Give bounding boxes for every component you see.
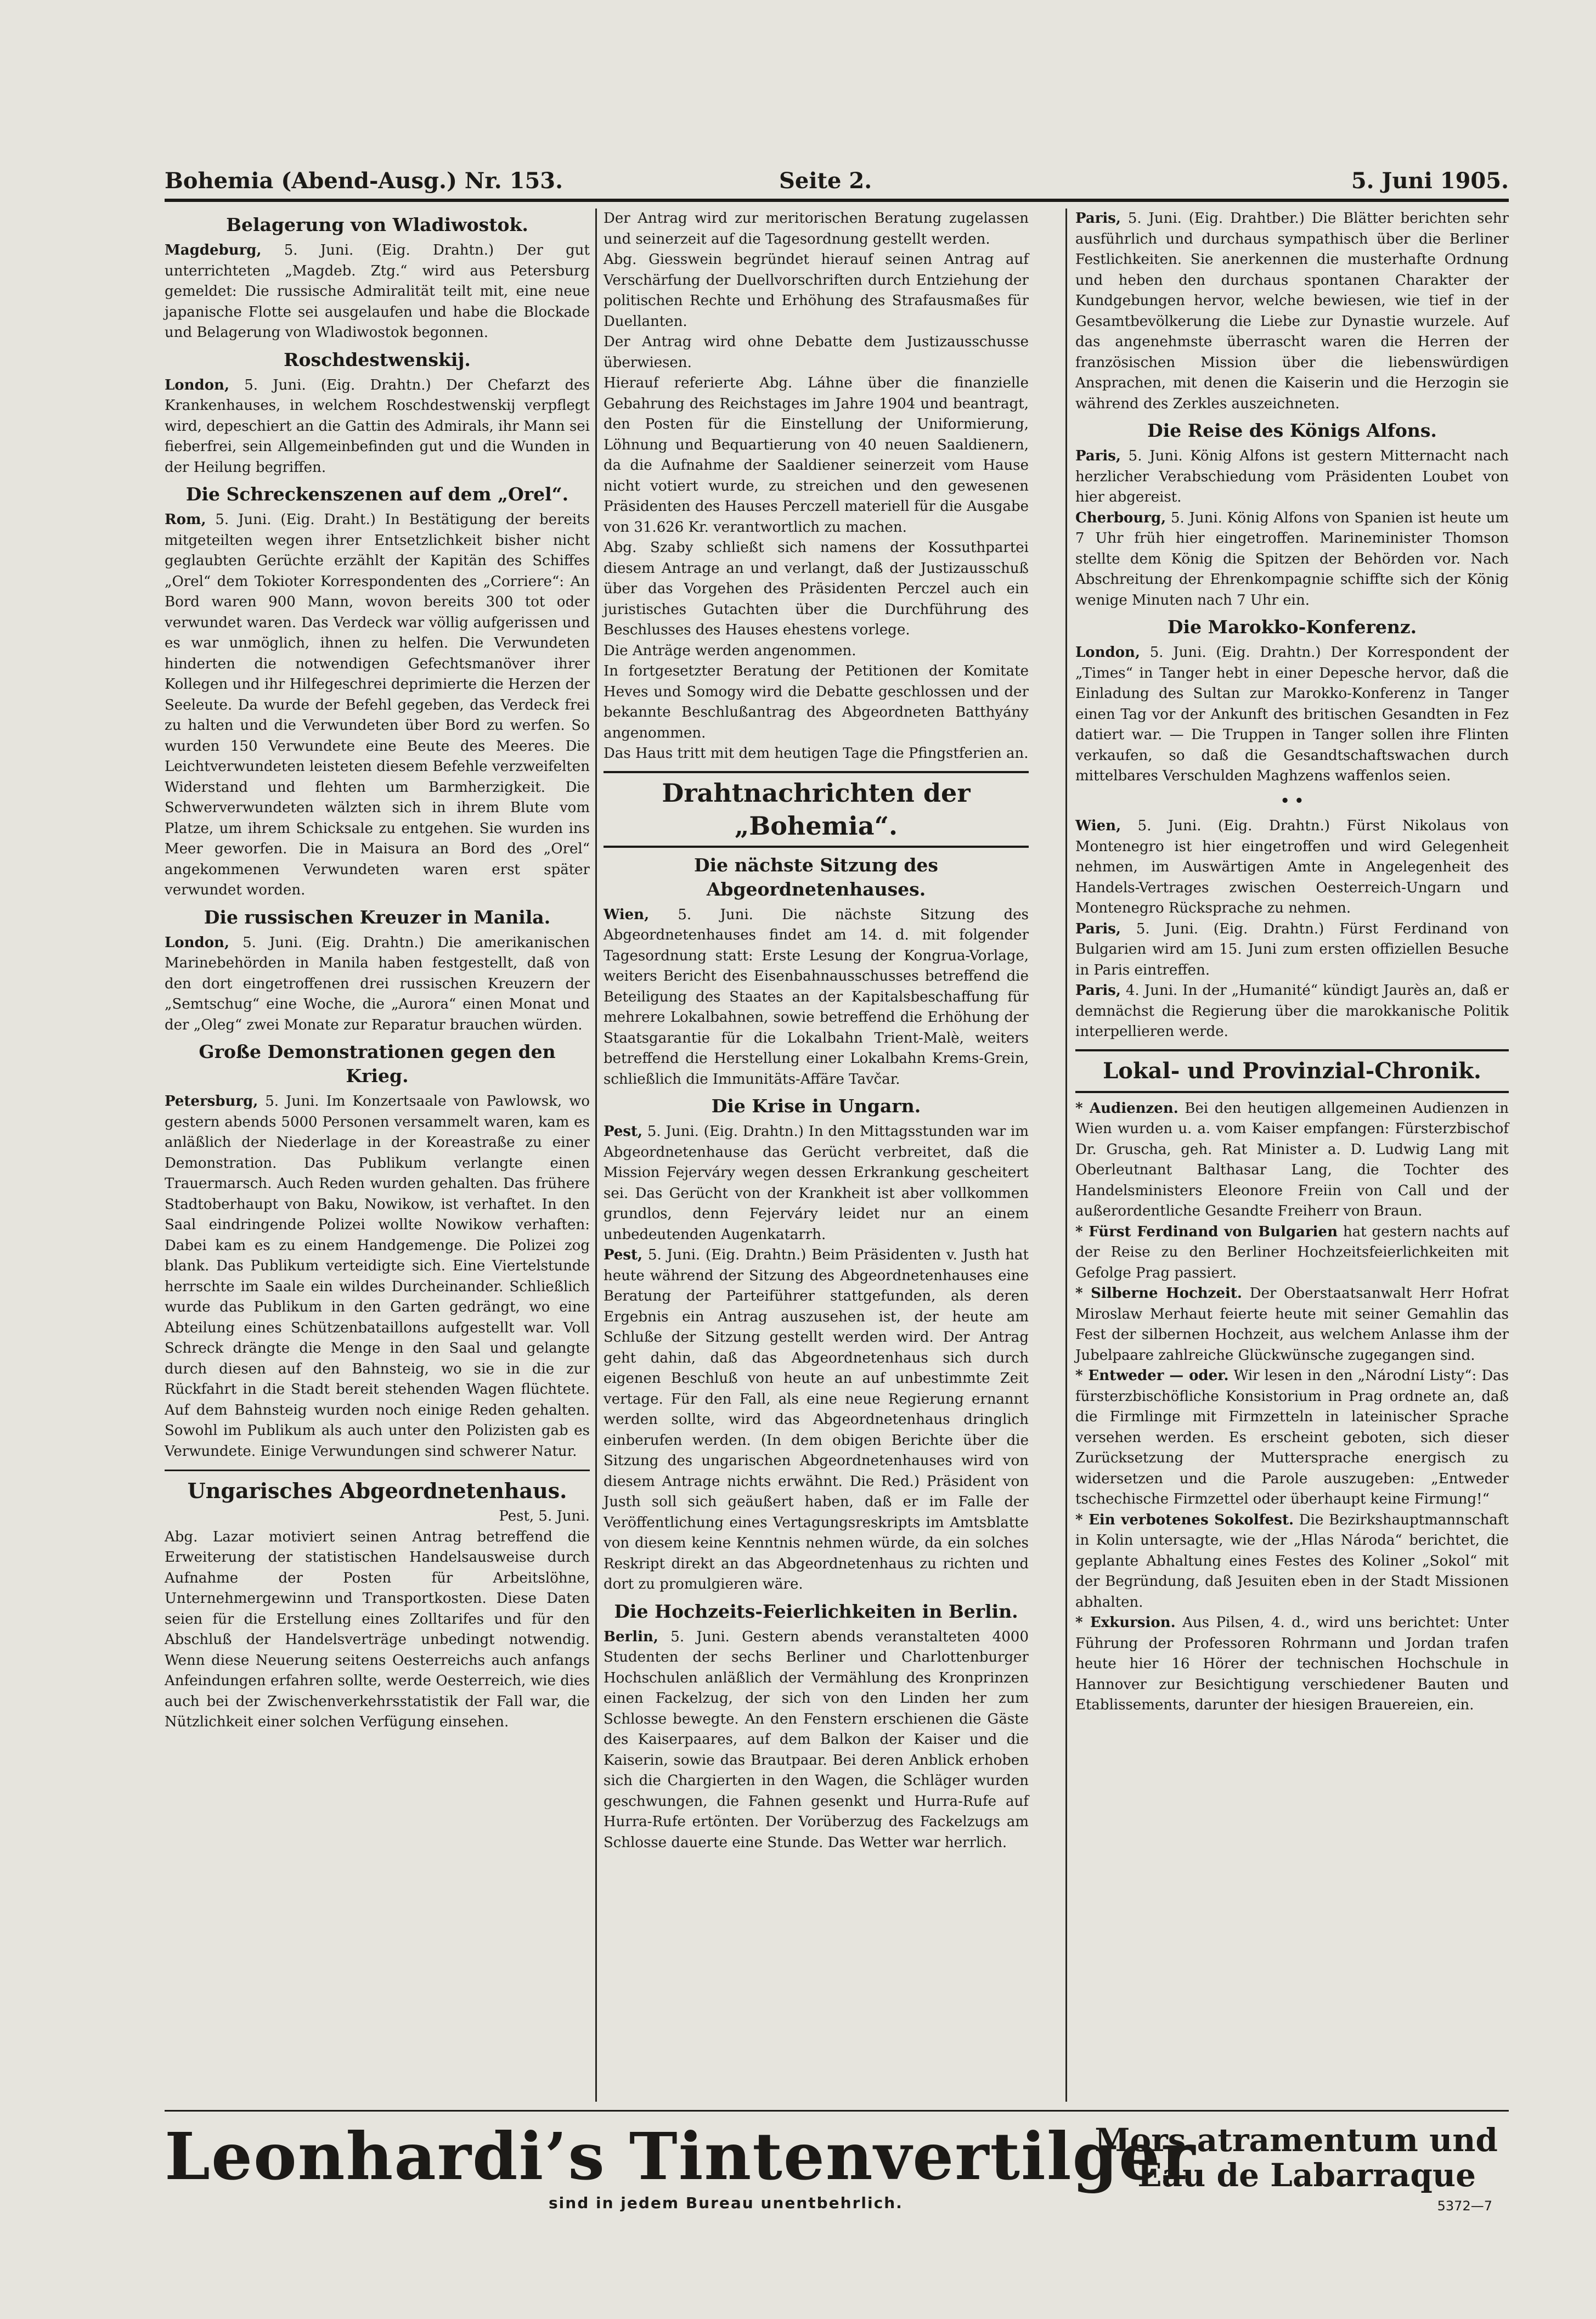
article-text: 5. Juni. Im Konzertsaale von Pawlowsk, wo gestern abends 5000 Personen versammelt waren, kam es anläßlich der Niederlage in der Koreastraße zu einer Demonstration. Das Publikum verlangte einen Trauermarsch. Auch Reden wurden gehalten. Das frühere Stadtoberhaupt von Baku, Nowikow, ist verhaftet. In den Saal eindringende Polizei wollte Nowikow verhaften: Dabei kam es zu einem Handgemenge. Die Polizei zog blank. Das Publikum verteidigte sich. Eine Viertelstunde herrschte im Saale ein wildes Durcheinander. Schließlich wurde das Publikum in den Garten gedrängt, wo eine Abteilung eines Schützenbataillons aufgestellt war. Voll Schreck drängte die Menge in den Saal und gelangte durch diesen auf den Bahnsteig, wo sie in die zur Rückfahrt in die Stadt bereit stehenden Wagen flüchtete. Auf dem Bahnsteig wurden noch einige Reden gehalten. Sowohl im Publikum als auch unter den Polizisten gab es Verwundete. Einige Verwundungen sind schwerer Natur. [165,1093,590,1460]
masthead-page-number: Seite 2. [779,168,872,194]
column-divider [1065,209,1067,2102]
article-body [1075,919,1509,981]
dateline-place: London, [165,934,230,951]
dateline-place: Wien, [1075,818,1121,834]
dateline-place: Paris, [1075,982,1121,999]
article-headline: Die russischen Kreuzer in Manila. [204,906,551,928]
item-title: * Ein verbotenes Sokolfest. [1075,1511,1294,1528]
column-divider [595,209,597,2102]
article-headline: Große Demonstrationen gegen den Krieg. [199,1041,556,1087]
article-body [165,510,590,901]
dateline-place: Wien, [604,906,650,923]
local-news-item [1075,1510,1509,1613]
article-body [604,1122,1029,1245]
page-content [165,165,1509,2217]
article-body [1075,209,1509,414]
column-2 [604,209,1029,1853]
item-title: * Entweder — oder. [1075,1367,1229,1384]
item-text: Wir lesen in den „Národní Listy“: Das fürsterzbischöfliche Konsistorium in Prag ordnete an, daß die Firmlinge mit Firmzetteln in lateinischer Sprache versehen werden. Es erscheint geboten, sich dieser Zurücksetzung der Muttersprache energisch zu widersetzen und die Parole auszugeben: „Entweder tschechische Firmzettel oder überhaupt keine Firmung!“ [1075,1367,1509,1507]
ad-subline: sind in jedem Bureau unentbehrlich. [549,2194,903,2212]
dateline-place: Cherbourg, [1075,509,1166,526]
separator-dots: • • [1280,792,1304,809]
item-title: * Audienzen. [1075,1100,1178,1117]
article-body [604,1245,1029,1595]
article-body [1075,981,1509,1043]
article-text: 5. Juni. (Eig. Drahtn.) Der Korrespondent der „Times“ in Tanger hebt in einer Depesche hervor, daß die Einladung des Sultan zur Marokko-Konferenz in Tanger einen Tag vor der Ankunft des britischen Gesandten in Fez datiert war. — Die Truppen in Tanger sollen ihre Flinten verkaufen, so daß die Gesandtschaftswachen durch mittelbares Verschulden Maghzens waffenlos seien. [1075,644,1509,784]
article-text: 5. Juni. (Eig. Drahtn.) Der Chefarzt des Krankenhauses, in welchem Roschdestwenskij verpflegt wird, depeschiert an die Gattin des Admirals, ihr Mann sei fieberfrei, sein Allgemeinbefinden gut und die Wunden in der Heilung begriffen. [165,376,590,476]
local-news-item [1075,1222,1509,1284]
article-body [1075,643,1509,787]
item-text: Aus Pilsen, 4. d., wird uns berichtet: Unter Führung der Professoren Rohrmann und Jordan trafen heute hier 16 Hörer der technischen Hochschule in Hannover zur Besichtigung verschiedener Bauten und Etablissements, darunter der hiesigen Brauereien, ein. [1075,1614,1509,1713]
item-title: * Silberne Hochzeit. [1075,1285,1242,1302]
article-body: Der Antrag wird zur meritorischen Beratung zugelassen und seinerzeit auf die Tagesordnung gestellt werden. [604,210,1029,247]
dateline-place: Magdeburg, [165,242,262,258]
article-text: 5. Juni. (Eig. Drahtn.) Der gut unterrichteten „Magdeb. Ztg.“ wird aus Petersburg gemeldet: Die russische Admiralität teilt mit, eine neue japanische Flotte sei ausgelaufen und habe die Blockade und Belagerung von Wladiwostok begonnen. [165,242,590,341]
dateline-place: London, [165,376,230,393]
masthead-rule [165,199,1509,202]
article-body [165,240,590,344]
local-news-item [1075,1613,1509,1716]
article-body: Abg. Giesswein begründet hierauf seinen Antrag auf Verschärfung der Duellvorschriften durch Entziehung der politischen Rechte und Erhöhung des Strafausmaßes für Duellanten. [604,251,1029,330]
dateline-place: Paris, [1075,448,1121,464]
article-headline: Die Marokko-Konferenz. [1167,616,1417,638]
item-text: Der Oberstaatsanwalt Herr Hofrat Miroslaw Merhaut feierte heute mit seiner Gemahlin das Fest der silbernen Hochzeit, aus welchem Anlasse ihm der Jubelpaare zahlreiche Glückwünsche zugegangen sind. [1075,1285,1509,1364]
masthead [165,165,1509,198]
dateline-place: Pest, [604,1123,643,1140]
article-text: 5. Juni. König Alfons ist gestern Mitternacht nach herzlicher Verabschiedung vom Präsidenten Loubet von hier abgereist. [1075,448,1509,505]
article-body [1075,816,1509,919]
article-headline: Die Schreckenszenen auf dem „Orel“. [185,483,569,505]
column-3 [1075,209,1509,1716]
ad-tagline: Mors atramentum und [1095,2121,1498,2159]
ad-tagline: Eau de Labarraque [1137,2157,1476,2194]
item-text: Bei den heutigen allgemeinen Audienzen in Wien wurden u. a. vom Kaiser empfangen: Fürsterzbischof Dr. Gruscha, geh. Rat Minister a. D. Ludwig Lang mit Oberleutnant Balthasar Lang, die Tochter des Handelsministers Eleonore Freiin von Call und der außerordentliche Gesandte Freiherr von Braun. [1075,1100,1509,1219]
article-body: Die Anträge werden angenommen. [604,642,856,659]
article-body: Abg. Szaby schließt sich namens der Kossuthpartei diesem Antrage an und verlangt, daß der Justizausschuß über das Vorgehen des Präsidenten Perczel auch ein juristisches Gutachten über die Durchführung des Beschlusses des Hauses ehestens vorlege. [604,539,1029,638]
advertisement [165,2110,1509,2221]
article-text: 5. Juni. König Alfons von Spanien ist heute um 7 Uhr früh hier eingetroffen. Marineminister Thomson stellte dem König die Spitzen der Behörden vor. Nach Abschreitung der Ehrenkompagnie schiffte sich der König wenige Minuten nach 7 Uhr ein. [1075,509,1509,609]
item-text: hat gestern nachts auf der Reise zu den Berliner Hochzeitsfeierlichkeiten mit Gefolge Prag passiert. [1075,1223,1509,1281]
local-news-item [1075,1284,1509,1366]
section-rule [165,1470,590,1471]
dateline-place: Paris, [1075,210,1121,227]
item-title: * Exkursion. [1075,1614,1176,1631]
article-body: Abg. Lazar motiviert seinen Antrag betreffend die Erweiterung der statistischen Handelsausweise durch Aufnahme der Posten für Arbeitslöhne, Unternehmergewinn und Transportkosten. Diese Daten seien für die Erstellung eines Zolltarifes und für den Abschluß der Handelsverträge unbedingt notwendig. Wenn diese Neuerung seitens Oesterreichs auch anfangs Anfeindungen erfahren sollte, werde Oesterreich, wie dies auch bei der Zwischenverkehrsstatistik der Fall war, die Nützlichkeit einer solchen Verfügung einsehen. [165,1528,590,1730]
article-body [604,905,1029,1090]
dateline-place: Pest, [604,1247,643,1263]
article-body: Der Antrag wird ohne Debatte dem Justizausschusse überwiesen. [604,334,1029,371]
dateline: Pest, 5. Juni. [499,1508,590,1524]
section-banner: Lokal- und Provinzial-Chronik. [1075,1049,1509,1093]
article-text: 5. Juni. (Eig. Drahtber.) Die Blätter berichten sehr ausführlich und durchaus sympathisch über die Berliner Festlichkeiten. Sie anerkennen die musterhafte Ordnung und heben den durchaus spontanen Charakter der Kundgebungen hervor, welche bewiesen, wie tief in der Gesamtbevölkerung die Liebe zur Dynastie wurzele. Auf das angenehmste überrascht waren die Herren der französischen Mission über die liebenswürdigen Ansprachen, mit denen die Kaiserin und die Herzogin sie während des Zerkles auszeichneten. [1075,210,1509,412]
article-body [1075,446,1509,508]
article-text: 5. Juni. Gestern abends veranstalteten 4000 Studenten der sechs Berliner und Charlottenburger Hochschulen anläßlich der Vermählung des Kronprinzen einen Fackelzug, der sich von den Linden her zum Schlosse bewegte. An den Fenstern erschienen die Gäste des Kaiserpaares, auf dem Balkon der Kaiser und die Kaiserin, sowie das Brautpaar. Bei deren Anblick erhoben sich die Chargierten in den Wagen, die Schläger wurden geschwungen, die Fahnen gesenkt und Hurra-Rufe auf Hurra-Rufe ertönten. Der Vorüberzug des Fackelzugs am Schlosse dauerte eine Stunde. Das Wetter war herrlich. [604,1628,1029,1851]
dateline-place: Berlin, [604,1628,658,1645]
dateline-place: Paris, [1075,920,1121,937]
article-headline: Die Krise in Ungarn. [711,1095,921,1117]
dateline-place: London, [1075,644,1141,661]
ad-brand: Leonhardi’s Tintenvertilger [165,2118,1197,2194]
article-headline: Die Hochzeits-Feierlichkeiten in Berlin. [614,1600,1018,1622]
article-headline: Belagerung von Wladiwostok. [226,214,528,235]
local-news-item [1075,1099,1509,1222]
item-text: Die Bezirkshauptmannschaft in Kolin untersagte, wie der „Hlas Národa“ berichtet, die geplante Abhaltung eines Festes des Koliner „Sokol“ mit der Begründung, daß Jesuiten eben in der Stadt Missionen abhalten. [1075,1511,1509,1611]
article-text: 5. Juni. Die nächste Sitzung des Abgeordnetenhauses findet am 14. d. mit folgender Tagesordnung statt: Erste Lesung der Kongrua-Vorlage, weiters Bericht des Eisenbahnausschusses betreffend die Beteiligung des Staates an der Kapitalsbeschaffung für mehrere Lokalbahnen, sowie betreffend die Erhöhung der Staatsgarantie für die Lokalbahn Trient-Malè, weiters betreffend die Herstellung einer Lokalbahn Krems-Grein, schließlich die Immunitäts-Affäre Tavčar. [604,906,1029,1088]
article-body [1075,508,1509,611]
article-text: 5. Juni. (Eig. Drahtn.) Fürst Ferdinand von Bulgarien wird am 15. Juni zum ersten offiziellen Besuche in Paris eintreffen. [1075,920,1509,978]
article-headline: Die Reise des Königs Alfons. [1147,420,1437,441]
article-text: 4. Juni. In der „Humanité“ kündigt Jaurès an, daß er demnächst die Regierung über die marokkanische Politik interpellieren werde. [1075,982,1509,1040]
article-body: Hierauf referierte Abg. Láhne über die finanzielle Gebahrung des Reichstages im Jahre 1904 und beantragt, den Posten für die Einstellung der Uniformierung, Löhnung und Bequartierung von 40 neuen Saaldienern, da die Aufnahme der Saaldiener seinerzeit vom Hause nicht votiert wurde, zu streichen und den gewesenen Präsidenten des Hauses Perczell materiell für die Ausgabe von 31.626 Kr. verantwortlich zu machen. [604,375,1029,536]
ad-code: 5372—7 [1437,2198,1492,2214]
article-body [165,375,590,479]
dateline-place: Petersburg, [165,1093,258,1110]
article-headline: Die nächste Sitzung des Abgeordnetenhauses. [694,854,938,900]
local-news-item [1075,1366,1509,1510]
article-text: 5. Juni. (Eig. Drahtn.) Beim Präsidenten v. Justh hat heute während der Sitzung des Abgeordnetenhauses eine Beratung der Parteiführer stattgefunden, als deren Ergebnis ein Antrag auszusehen ist, der heute am Schluße der Sitzung gestellt werden wird. Der Antrag geht dahin, daß das Abgeordnetenhaus sich durch eigenen Beschluß von heute an auf unbestimmte Zeit vertage. Für den Fall, als eine neue Regierung ernannt werden sollte, wird das Abgeordnetenhaus dringlich einberufen werden. (In dem obigen Berichte über die Sitzung des ungarischen Abgeordnetenhauses wird von diesem Antrage nichts erwähnt. Die Red.) Präsident von Justh soll sich geäußert haben, daß er im Falle der Veröffentlichung eines Vertagungsreskripts im Amtsblatte von diesem keine Kenntnis nehmen würde, da ein solches Reskript direkt an das Abgeordnetenhaus zu richten und dort zu promulgieren wäre. [604,1247,1029,1592]
article-headline: Roschdestwenskij. [284,348,471,370]
article-body: Das Haus tritt mit dem heutigen Tage die Pfingstferien an. [604,745,1029,762]
column-1 [165,209,590,1733]
item-title: * Fürst Ferdinand von Bulgarien [1075,1223,1338,1240]
article-text: 5. Juni. (Eig. Drahtn.) In den Mittagsstunden war im Abgeordnetenhause das Gerücht verbreitet, daß die Mission Fejerváry wegen dessen Erkrankung gescheitert sei. Das Gerücht von der Krankheit ist aber vollkommen grundlos, denn Fejerváry leidet nur an einem unbedeutenden Augenkatarrh. [604,1123,1029,1243]
article-body [165,933,590,1036]
masthead-publication: Bohemia (Abend-Ausg.) Nr. 153. [165,168,563,194]
section-headline: Ungarisches Abgeordnetenhaus. [187,1478,567,1503]
article-body [604,1627,1029,1854]
masthead-date: 5. Juni 1905. [1351,168,1509,194]
section-banner: Drahtnachrichten der „Bohemia“. [604,771,1029,848]
article-text: 5. Juni. (Eig. Drahtn.) Fürst Nikolaus von Montenegro ist hier eingetroffen und wird Gelegenheit nehmen, im Auswärtigen Amte in Angelegenheit des Handels-Vertrages zwischen Oesterreich-Ungarn und Montenegro Rücksprache zu nehmen. [1075,818,1509,916]
article-text: 5. Juni. (Eig. Drahtn.) Die amerikanischen Marinebehörden in Manila haben festgestellt, daß von den dort eingetroffenen drei russischen Kreuzern der „Semtschug“ eine Woche, die „Aurora“ einen Monat und der „Oleg“ zwei Monate zur Reparatur brauchen würden. [165,934,590,1033]
dateline-place: Rom, [165,511,206,528]
article-body: In fortgesetzter Beratung der Petitionen der Komitate Heves und Somogy wird die Debatte geschlossen und der bekannte Beschlußantrag des Abgeordneten Batthyány angenommen. [604,663,1029,741]
article-text: 5. Juni. (Eig. Draht.) In Bestätigung der bereits mitgeteilten wegen ihrer Entsetzlichkeit bisher nicht geglaubten Gerüchte erzählt der Kapitän des Schiffes „Orel“ dem Tokioter Korrespondenten des „Corriere“: An Bord waren 900 Mann, wovon bereits 300 tot oder verwundet waren. Das Verdeck war völlig aufgerissen und es war unmöglich, ihnen zu helfen. Die Verwundeten hinderten die notwendigen Gefechtsmanöver ihrer Kollegen und ihr Hilfegeschrei deprimierte die Herzen der Seeleute. Da wurde der Befehl gegeben, das Verdeck frei zu halten und die Verwundeten über Bord zu werfen. So wurden 150 Verwundete eine Beute des Meeres. Die Leichtverwundeten leisteten diesem Befehle verzweifelten Widerstand und flehten um Barmherzigkeit. Die Schwerverwundeten wälzten sich in ihrem Blute vom Platze, um ihrem Schicksale zu entgehen. Sie wurden ins Meer geworfen. Die in Maisura an Bord des „Orel“ angekommenen Verwundeten waren erst später verwundet worden. [165,511,590,898]
article-body [165,1091,590,1462]
